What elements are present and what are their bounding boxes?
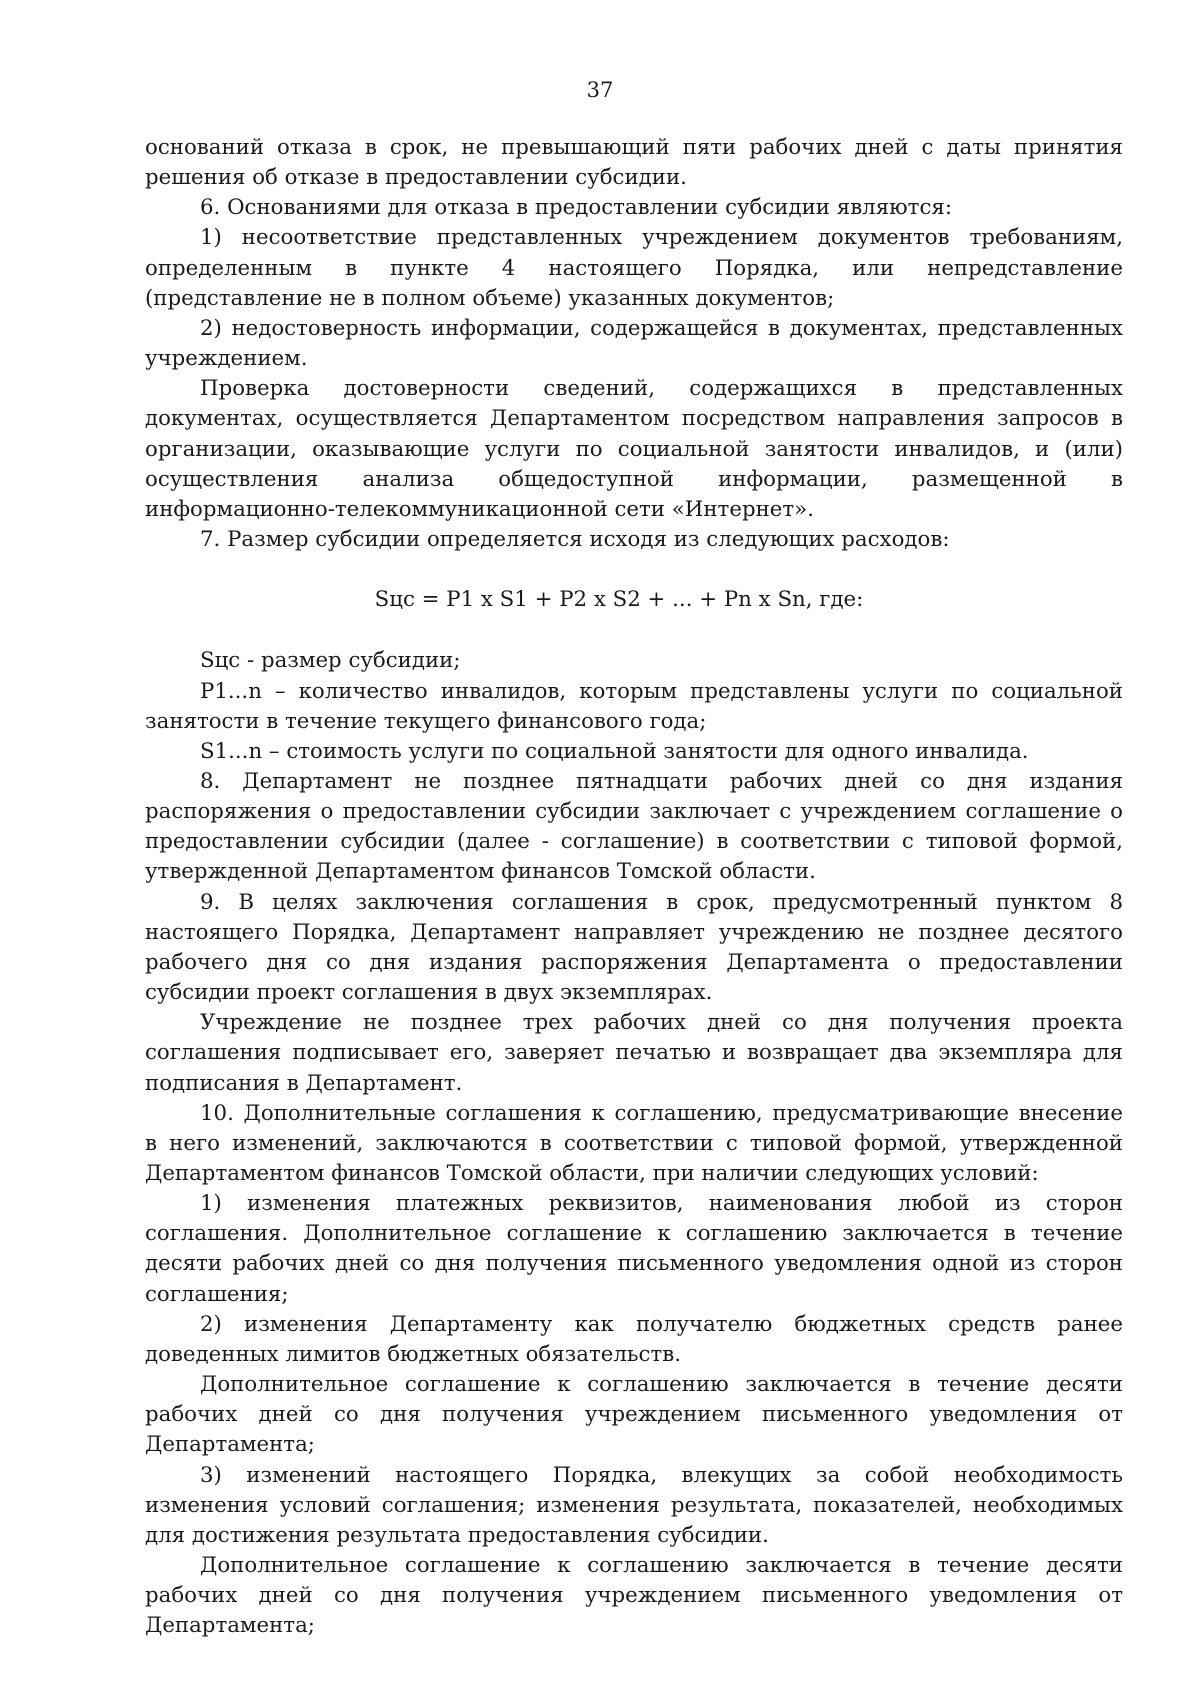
paragraph-item-10-2-note: Дополнительное соглашение к соглашению заключается в течение десяти рабочих дней со дня получения учреждением письменного уведомления от Департамента; (145, 1372, 1123, 1458)
formula-definition-s1: S1...n – стоимость услуги по социальной занятости для одного инвалида. (200, 738, 1029, 764)
paragraph-item-10-1: 1) изменения платежных реквизитов, наименования любой из сторон соглашения. Дополнительное соглашение к соглашению заключается в течение десяти рабочих дней со дня получения письменного уведомления одной из сторон соглашения; (145, 1191, 1123, 1307)
paragraph-verification: Проверка достоверности сведений, содержащихся в представленных документах, осуществляется Департаментом посредством направления запросов в организации, оказывающие услуги по социальной занятости инвалидов, и (или) осуществления анализа общедоступной информации, размещенной в информационно-телекоммуникационной сети «Интернет». (145, 376, 1123, 522)
paragraph-item-10-3-note: Дополнительное соглашение к соглашению заключается в течение десяти рабочих дней со дня получения учреждением письменного уведомления от Департамента; (145, 1553, 1123, 1639)
paragraph-item-6-2: 2) недостоверность информации, содержащейся в документах, представленных учреждением. (145, 315, 1123, 372)
paragraph-continuation: оснований отказа в срок, не превышающий пяти рабочих дней с даты принятия решения об отказе в предоставлении субсидии. (145, 135, 1123, 191)
paragraph-item-9-signing: Учреждение не позднее трех рабочих дней со дня получения проекта соглашения подписывает его, заверяет печатью и возвращает два экземпляра для подписания в Департамент. (145, 1010, 1123, 1096)
paragraph-item-10: 10. Дополнительные соглашения к соглашению, предусматривающие внесение в него изменений, заключаются в соответствии с типовой формой, утвержденной Департаментом финансов Томской области, при наличии следующих условий: (145, 1100, 1123, 1186)
document-body (145, 133, 1123, 1642)
paragraph-item-10-3: 3) изменений настоящего Порядка, влекущих за собой необходимость изменения условий соглашения; изменения результата, показателей, необходимых для достижения результата предоставления субсидии. (145, 1462, 1123, 1548)
formula-definition-p: P1...n – количество инвалидов, которым представлены услуги по социальной занятости в течение текущего финансового года; (145, 678, 1123, 734)
paragraph-item-9: 9. В целях заключения соглашения в срок, предусмотренный пунктом 8 настоящего Порядка, Департамент направляет учреждению не позднее десятого рабочего дня со дня издания распоряжения Департамента о предоставлении субсидии проект соглашения в двух экземплярах. (145, 889, 1123, 1006)
formula-definition-s: Sцс - размер субсидии; (200, 648, 461, 674)
paragraph-item-10-2: 2) изменения Департаменту как получателю бюджетных средств ранее доведенных лимитов бюджетных обязательств. (145, 1311, 1123, 1367)
paragraph-item-6: 6. Основаниями для отказа в предоставлении субсидии являются: (200, 195, 953, 221)
subsidy-formula: Sцс = P1 x S1 + P2 x S2 + ... + Pn x Sn, где: (374, 587, 864, 613)
paragraph-item-7: 7. Размер субсидии определяется исходя из следующих расходов: (200, 527, 950, 553)
page-number: 37 (586, 78, 614, 102)
paragraph-item-8: 8. Департамент не позднее пятнадцати рабочих дней со дня издания распоряжения о предоставлении субсидии заключает с учреждением соглашение о предоставлении субсидии (далее - соглашение) в соответствии с типовой формой, утвержденной Департаментом финансов Томской области. (145, 768, 1123, 885)
paragraph-item-6-1: 1) несоответствие представленных учреждением документов требованиям, определенным в пункте 4 настоящего Порядка, или непредставление (представление не в полном объеме) указанных документов; (145, 225, 1123, 311)
